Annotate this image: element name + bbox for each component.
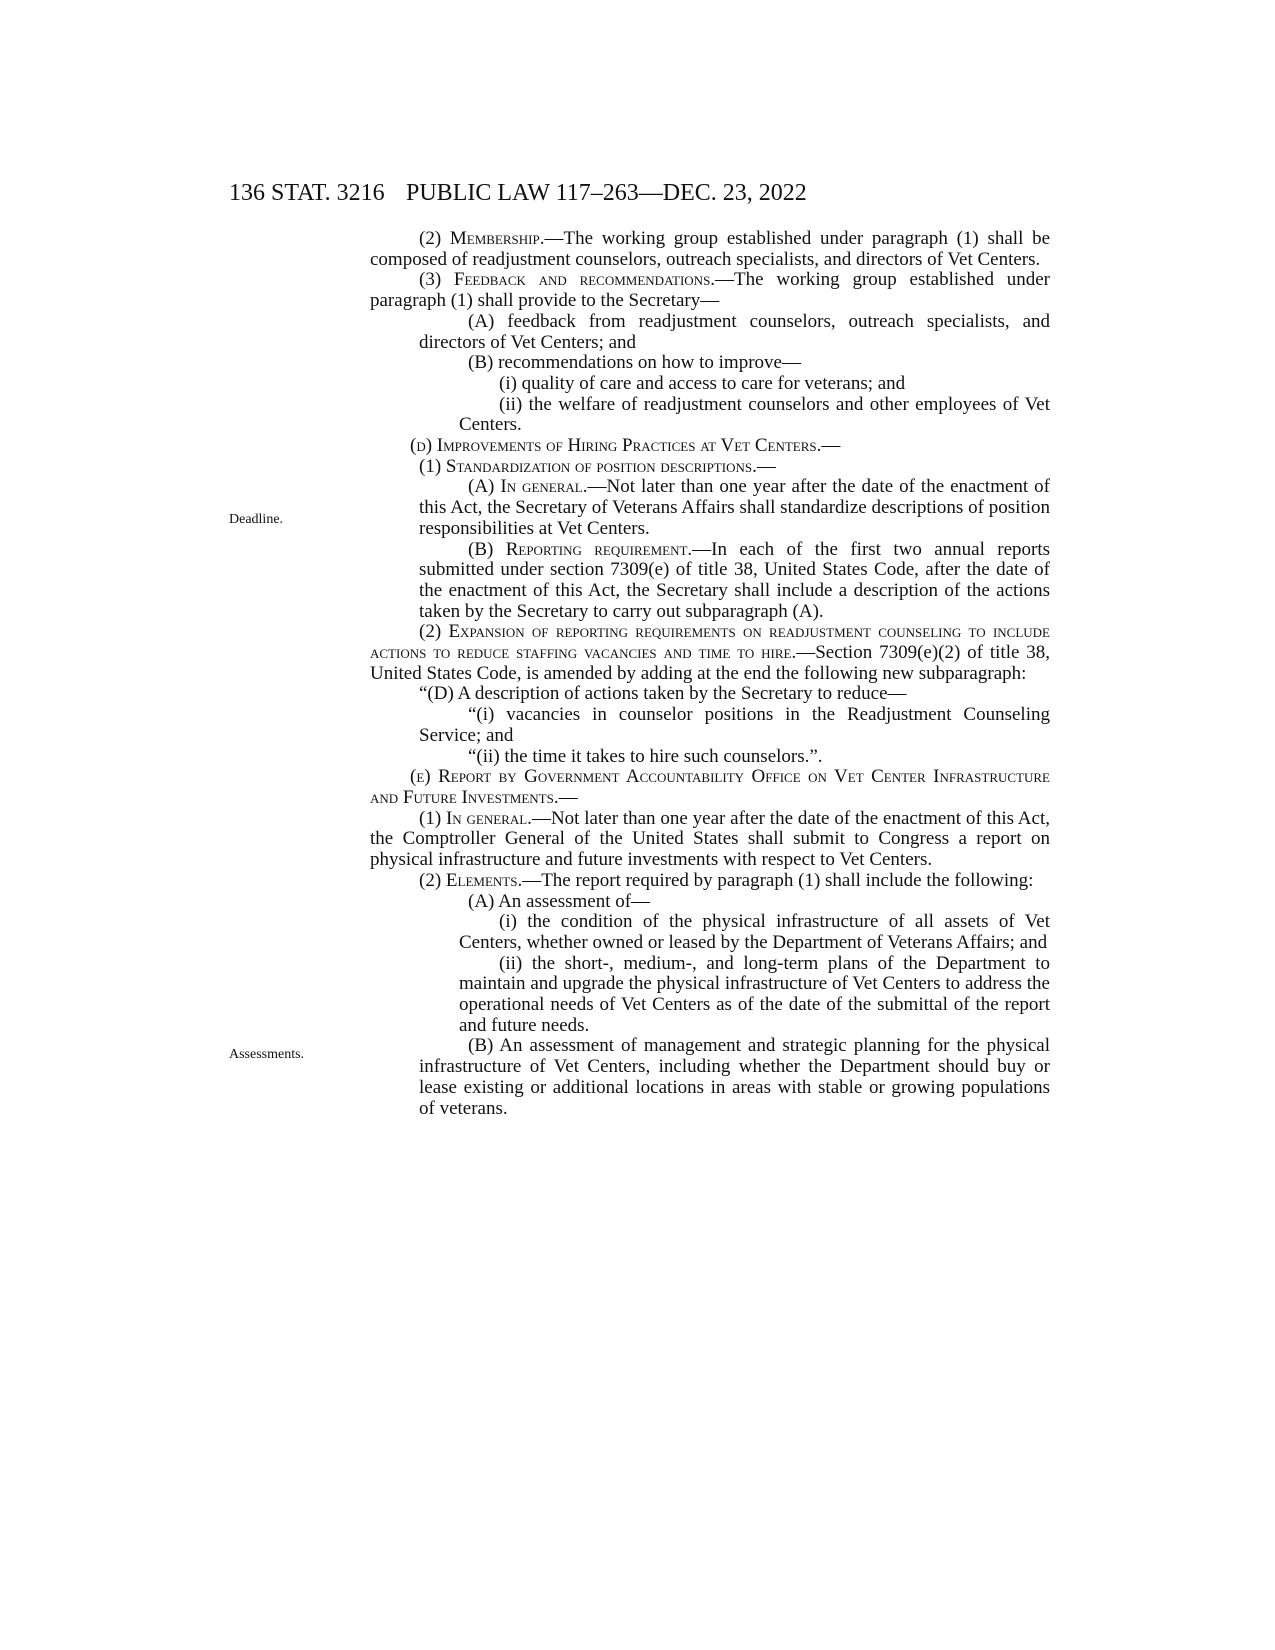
subsection-e-heading: (e) Report by Government Accountability Office on Vet Center Infrastructure and Future Investments.— bbox=[370, 766, 1050, 808]
clause-i-condition: (i) the condition of the physical infrastructure of all assets of Vet Centers, whether owned or leased by the Department of Veterans Affairs; and bbox=[459, 911, 1050, 953]
paragraph-expansion-of-reporting: (2) Expansion of reporting requirements on readjustment counseling to include actions to reduce staffing vacancies and time to hire.—Section 7309(e)(2) of title 38, United States Code, is amended by adding at the end the following new subparagraph: bbox=[370, 621, 1051, 684]
statute-page-reference: 136 STAT. 3216 bbox=[229, 180, 385, 206]
paragraph-elements: (2) Elements.—The report required by paragraph (1) shall include the following: bbox=[419, 869, 1034, 891]
clause-i-quality-of-care: (i) quality of care and access to care for veterans; and bbox=[499, 372, 906, 394]
paragraph-e-in-general: (1) In general.—Not later than one year after the date of the enactment of this Act, the Comptroller General of the United States shall submit to Congress a report on physical infrastructure and future investments with respect to Vet Centers. bbox=[370, 807, 1050, 871]
subsection-d-heading: (d) Improvements of Hiring Practices at Vet Centers.— bbox=[410, 435, 841, 457]
paragraph-membership: (2) Membership.—The working group established under paragraph (1) shall be composed of readjustment counselors, outreach specialists, and directors of Vet Centers. bbox=[370, 228, 1050, 270]
subparagraph-a-in-general: (A) In general.—Not later than one year after the date of the enactment of this Act, the Secretary of Veterans Affairs shall standardize descriptions of position responsibilities at Vet Centers. bbox=[419, 476, 1051, 539]
public-law-title: PUBLIC LAW 117–263—DEC. 23, 2022 bbox=[406, 180, 807, 206]
quoted-subparagraph-d: “(D) A description of actions taken by the Secretary to reduce— bbox=[419, 683, 907, 705]
clause-ii-plans: (ii) the short-, medium-, and long-term plans of the Department to maintain and upgrade the physical infrastructure of Vet Centers to address the operational needs of Vet Centers as of the date of the submittal of the report and future needs. bbox=[459, 952, 1050, 1036]
subparagraph-b-recommendations: (B) recommendations on how to improve— bbox=[468, 352, 801, 374]
paragraph-feedback-and-recommendations: (3) Feedback and recommendations.—The working group established under paragraph (1) shall provide to the Secretary— bbox=[370, 269, 1050, 312]
paragraph-standardization: (1) Standardization of position descriptions.— bbox=[419, 455, 776, 477]
margin-note-deadline: Deadline. bbox=[229, 512, 284, 527]
statute-text bbox=[370, 229, 1050, 1119]
quoted-clause-ii-time-to-hire: “(ii) the time it takes to hire such counselors.”. bbox=[468, 745, 823, 767]
subparagraph-a-assessment: (A) An assessment of— bbox=[468, 890, 651, 912]
clause-ii-welfare: (ii) the welfare of readjustment counselors and other employees of Vet Centers. bbox=[459, 393, 1050, 436]
subparagraph-b-management-assessment: (B) An assessment of management and strategic planning for the physical infrastructure of Vet Centers, including whether the Department should buy or lease existing or additional locations in areas with stable or growing populations of veterans. bbox=[419, 1035, 1050, 1119]
page-header bbox=[0, 180, 1275, 220]
subparagraph-a-feedback: (A) feedback from readjustment counselors, outreach specialists, and directors of Vet Centers; and bbox=[419, 310, 1050, 353]
subparagraph-b-reporting-requirement: (B) Reporting requirement.—In each of the first two annual reports submitted under section 7309(e) of title 38, United States Code, after the date of the enactment of this Act, the Secretary shall include a description of the actions taken by the Secretary to carry out subparagraph (A). bbox=[419, 538, 1050, 622]
quoted-clause-i-vacancies: “(i) vacancies in counselor positions in the Readjustment Counseling Service; and bbox=[419, 704, 1050, 746]
margin-note-assessments: Assessments. bbox=[229, 1047, 305, 1062]
